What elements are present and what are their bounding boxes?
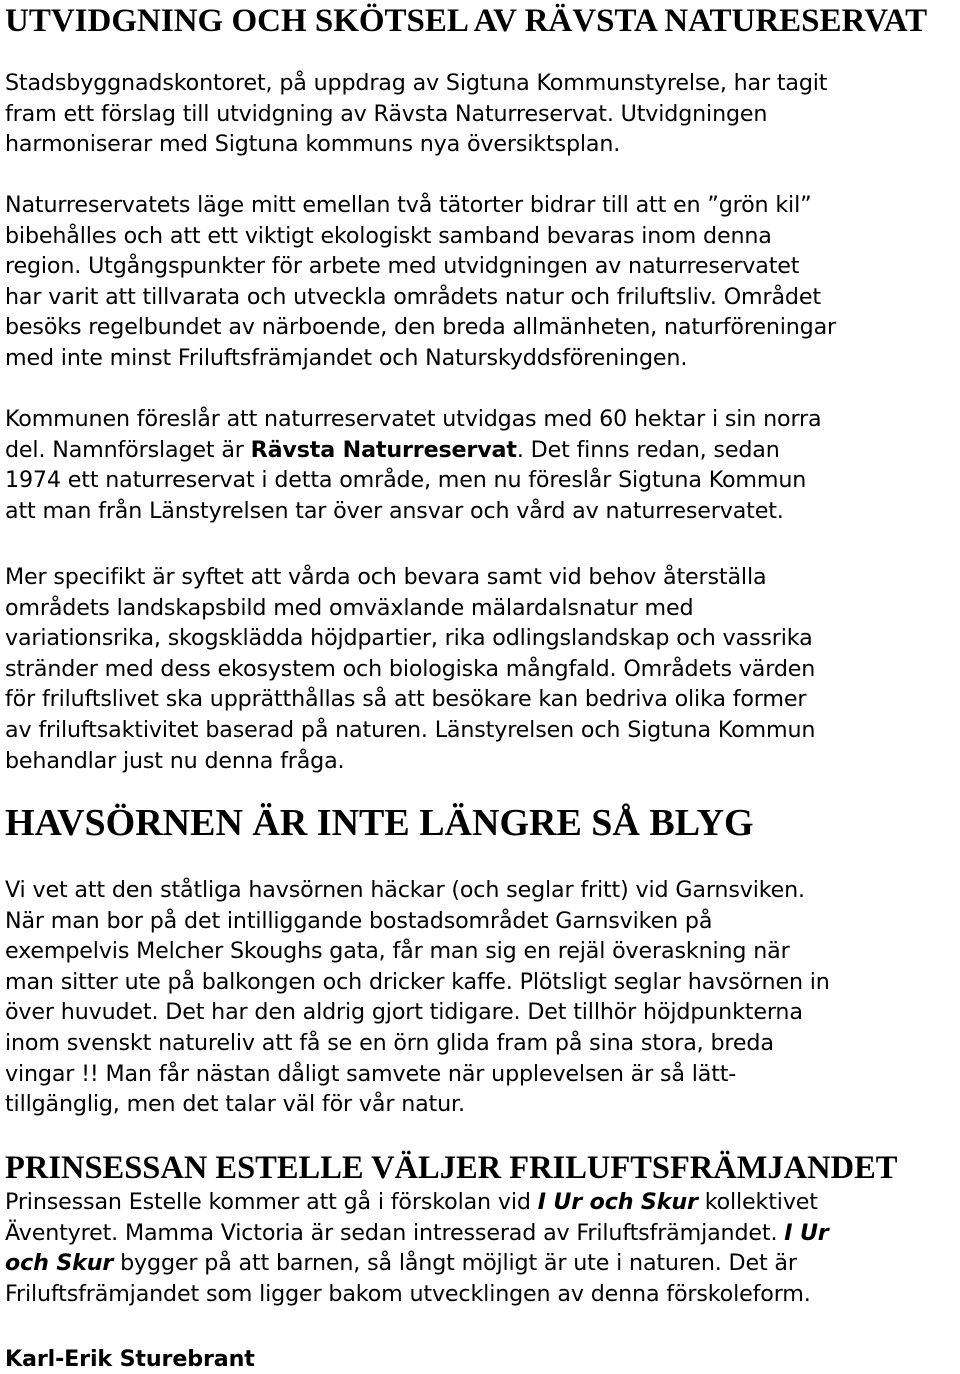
text-line: region. Utgångspunkter för arbete med utvidgningen av naturreservatet (5, 253, 800, 280)
text-line: områdets landskapsbild med omväxlande mälardalsnatur med (5, 594, 694, 621)
text-span: Äventyret. Mamma Victoria är sedan intresserad av Friluftsfrämjandet. (5, 1219, 785, 1246)
text-line: fram ett förslag till utvidgning av Rävsta Naturreservat. Utvidgningen (5, 100, 768, 127)
paragraph-havsornen (5, 875, 957, 1120)
text-line: av friluftsaktivitet baserad på naturen. Länstyrelsen och Sigtuna Kommun (5, 716, 816, 743)
text-line: Kommunen föreslår att naturreservatet utvidgas med 60 hektar i sin norra (5, 406, 822, 432)
text-line (5, 435, 957, 466)
heading-estelle: PRINSESSAN ESTELLE VÄLJER FRILUFTSFRÄMJANDET (5, 1150, 898, 1186)
school-name-bold-italic: I Ur och Skur (537, 1189, 698, 1215)
text-line: över huvudet. Det har den aldrig gjort tidigare. Det tillhör höjdpunkterna (5, 999, 803, 1026)
text-line: exempelvis Melcher Skoughs gata, får man sig en rejäl överaskning när (5, 938, 790, 965)
text-line: stränder med dess ekosystem och biologiska mångfald. Områdets värden (5, 655, 816, 682)
text-line: Stadsbyggnadskontoret, på uppdrag av Sigtuna Kommunstyrelse, har tagit (5, 70, 828, 96)
text-line (5, 1248, 957, 1279)
text-line: Mer specifikt är syftet att vårda och bevara samt vid behov återställa (5, 564, 767, 590)
text-line: inom svenskt natureliv att få se en örn glida fram på sina stora, breda (5, 1029, 774, 1056)
author-signature: Karl-Erik Sturebrant (5, 1346, 255, 1372)
text-line: med inte minst Friluftsfrämjandet och Naturskyddsföreningen. (5, 344, 688, 371)
text-line (5, 1218, 957, 1249)
text-span: kollektivet (697, 1189, 818, 1215)
school-name-bold-italic: och Skur (5, 1250, 114, 1277)
text-line (5, 1187, 957, 1218)
text-line: Friluftsfrämjandet som ligger bakom utvecklingen av denna förskoleform. (5, 1280, 811, 1307)
text-line: Vi vet att den ståtliga havsörnen häckar (och seglar fritt) vid Garnsviken. (5, 877, 805, 903)
text-line: harmoniserar med Sigtuna kommuns nya översiktsplan. (5, 131, 621, 158)
school-name-bold-italic: I Ur (784, 1219, 829, 1246)
text-span: del. Namnförslaget är (5, 436, 251, 463)
text-line: har varit att tillvarata och utveckla områdets natur och friluftsliv. Området (5, 283, 821, 310)
paragraph-proposal (5, 404, 957, 526)
text-span: Prinsessan Estelle kommer att gå i förskolan vid (5, 1189, 538, 1215)
paragraph-purpose (5, 562, 957, 776)
reserve-name-bold: Rävsta Naturreservat (250, 436, 517, 463)
paragraph-estelle (5, 1187, 957, 1309)
text-line: När man bor på det intilliggande bostadsområdet Garnsviken på (5, 907, 713, 934)
text-line: tillgänglig, men det talar väl för vår natur. (5, 1091, 465, 1118)
text-line: variationsrika, skogsklädda höjdpartier, rika odlingslandskap och vassrika (5, 625, 813, 652)
text-span: bygger på att barnen, så långt möjligt är ute i naturen. Det är (113, 1250, 797, 1277)
text-line: behandlar just nu denna fråga. (5, 747, 345, 774)
text-line: bibehålles och att ett viktigt ekologiskt samband bevaras inom denna (5, 222, 772, 249)
text-line: besöks regelbundet av närboende, den breda allmänheten, naturföreningar (5, 314, 837, 341)
text-span: . Det finns redan, sedan (516, 436, 780, 463)
text-line: Naturreservatets läge mitt emellan två tätorter bidrar till att en ”grön kil” (5, 192, 812, 218)
text-line: vingar !! Man får nästan dåligt samvete när upplevelsen är så lätt- (5, 1060, 737, 1087)
paragraph-intro (5, 68, 957, 160)
paragraph-location (5, 190, 957, 374)
text-line: för friluftslivet ska upprätthållas så att besökare kan bedriva olika former (5, 686, 807, 713)
text-line: man sitter ute på balkongen och dricker kaffe. Plötsligt seglar havsörnen in (5, 968, 830, 995)
heading-utvidgning: UTVIDGNING OCH SKÖTSEL AV RÄVSTA NATURESERVAT (5, 3, 928, 39)
text-line: 1974 ett naturreservat i detta område, men nu föreslår Sigtuna Kommun (5, 467, 807, 494)
heading-havsornen: HAVSÖRNEN ÄR INTE LÄNGRE SÅ BLYG (5, 802, 754, 844)
text-line: att man från Länstyrelsen tar över ansvar och vård av naturreservatet. (5, 497, 784, 524)
